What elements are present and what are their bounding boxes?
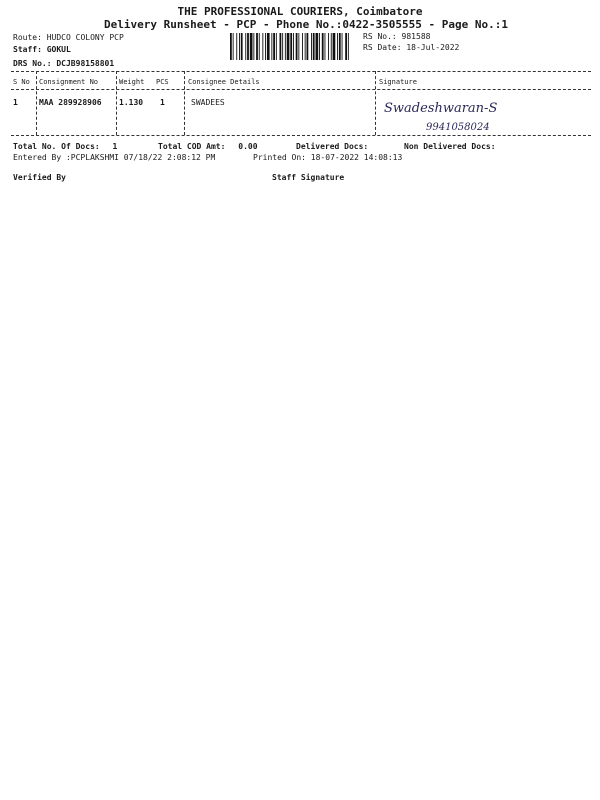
col-divider: [116, 71, 117, 135]
staff-signature: Staff Signature: [272, 173, 345, 182]
barcode-icon: [230, 33, 350, 60]
total-cod: [158, 142, 258, 151]
total-cod-label: Total COD Amt:: [158, 142, 226, 151]
route-line: [13, 33, 124, 42]
col-divider: [36, 71, 37, 135]
route-value: HUDCO COLONY PCP: [46, 33, 124, 42]
total-cod-value: 0.00: [238, 142, 258, 151]
col-header-weight: Weight: [119, 78, 145, 86]
table-header-rule: [11, 89, 591, 90]
signature-number: 9941058024: [426, 122, 490, 133]
col-divider: [375, 71, 376, 135]
non-delivered-docs-label: Non Delivered Docs:: [404, 142, 496, 151]
cell-sno: 1: [13, 98, 18, 107]
cell-pcs: 1: [160, 98, 165, 107]
company-title: THE PROFESSIONAL COURIERS, Coimbatore: [177, 5, 423, 18]
verified-by: Verified By: [13, 173, 66, 182]
rs-no-label: RS No.:: [363, 32, 397, 41]
rs-date-label: RS Date:: [363, 43, 402, 52]
entered-by: Entered By :PCPLAKSHMI 07/18/22 2:08:12 PM: [13, 153, 216, 162]
printed-on: Printed On: 18-07-2022 14:08:13: [253, 153, 403, 162]
col-header-pcs: PCS: [156, 78, 169, 86]
rs-date-line: [363, 43, 459, 52]
cell-consignee: SWADEES: [191, 98, 225, 107]
rs-no-value: 981588: [401, 32, 431, 41]
signature-name: Swadeshwaran-S: [384, 101, 498, 116]
staff-value: GOKUL: [46, 45, 71, 54]
rs-no-line: [363, 32, 430, 41]
cell-weight: 1.130: [119, 98, 144, 107]
total-docs-label: Total No. Of Docs:: [13, 142, 100, 151]
total-docs: [13, 142, 117, 151]
rs-date-value: 18-Jul-2022: [406, 43, 460, 52]
drs-line: [13, 59, 114, 68]
staff-line: [13, 45, 71, 54]
col-header-signature: Signature: [379, 78, 417, 86]
drs-value: DCJB98158801: [56, 59, 115, 68]
route-label: Route:: [13, 33, 42, 42]
delivered-docs-label: Delivered Docs:: [296, 142, 369, 151]
col-divider: [184, 71, 185, 135]
col-header-consignee: Consignee Details: [188, 78, 260, 86]
table-top-rule: [11, 71, 591, 72]
cell-consignment-no: MAA 289928906: [39, 98, 102, 107]
runsheet-subtitle: Delivery Runsheet - PCP - Phone No.:0422-3505555 - Page No.:1: [104, 18, 508, 31]
total-docs-value: 1: [112, 142, 118, 151]
drs-label: DRS No.:: [13, 59, 52, 68]
handwritten-signature: [382, 96, 532, 136]
col-header-sno: S No: [13, 78, 30, 86]
col-header-consignment: Consignment No: [39, 78, 99, 86]
staff-label: Staff:: [13, 45, 42, 54]
